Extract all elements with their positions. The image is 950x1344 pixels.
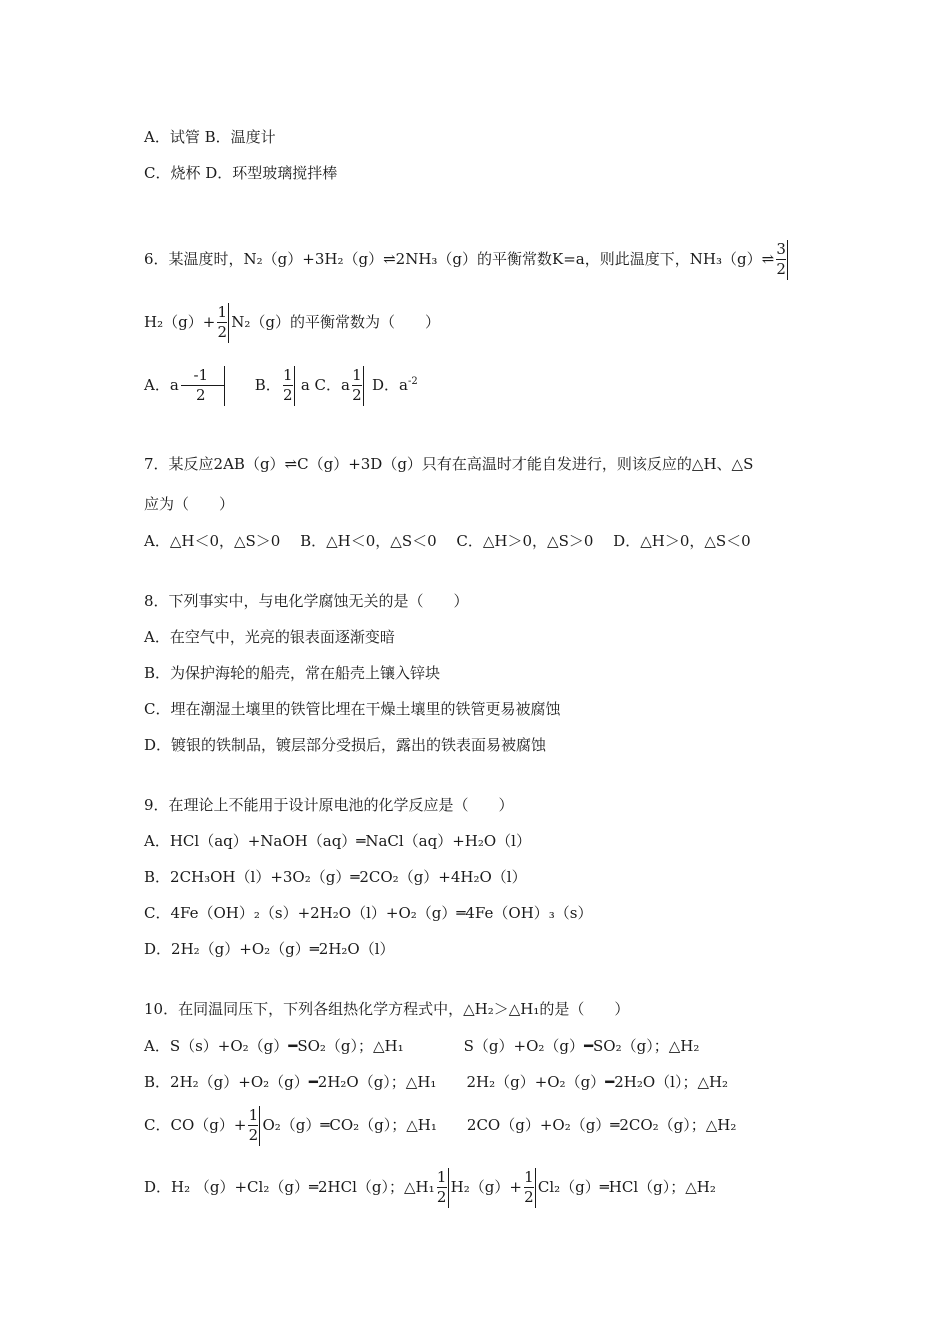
fraction-one-half [524, 1168, 536, 1208]
q10-option-d-right-tail: Cl₂（g）═HCl（g）；△H₂ [537, 1178, 716, 1196]
q8-option-b: B．为保护海轮的船壳，常在船壳上镶入锌块 [144, 664, 441, 682]
q10-option-c-right: 2CO（g）+O₂（g）═2CO₂（g）；△H₂ [466, 1116, 737, 1134]
q8-option-d: D．镀银的铁制品，镀层部分受损后，露出的铁表面易被腐蚀 [144, 736, 547, 754]
q6-option-a: A．a [144, 376, 179, 394]
q6-option-b: B． [254, 376, 281, 394]
q8-option-c: C．埋在潮湿土壤里的铁管比埋在干燥土壤里的铁管更易被腐蚀 [144, 700, 561, 718]
q8-stem: 8．下列事实中，与电化学腐蚀无关的是（ ） [144, 592, 469, 610]
fraction-numerator: 1 [352, 366, 362, 384]
q9-option-d: D．2H₂（g）+O₂（g）═2H₂O（l） [144, 940, 395, 958]
q10-option-d-right: H₂（g）+ [450, 1178, 522, 1196]
fraction-denominator: 2 [352, 386, 362, 404]
q5-options-ab: A．试管 B．温度计 [144, 128, 276, 146]
fraction-denominator: 2 [776, 260, 786, 278]
q6-stem-line1 [144, 240, 790, 280]
fraction-numerator: 1 [217, 303, 228, 321]
fraction-neg-one-half [181, 366, 225, 406]
fraction-numerator: 1 [524, 1168, 534, 1186]
q10-option-d [144, 1168, 716, 1208]
fraction-one-half [352, 366, 364, 406]
q10-option-d-left: D．H₂ （g）+Cl₂（g）═2HCl（g）；△H₁ [144, 1178, 435, 1196]
q6-option-b-tail: a C．a [300, 376, 350, 394]
q10-option-a-right: S（g）+O₂（g）━SO₂（g）；△H₂ [463, 1037, 700, 1055]
q9-option-c: C．4Fe（OH）₂（s）+2H₂O（l）+O₂（g）═4Fe（OH）₃（s） [144, 904, 593, 922]
q10-option-b [144, 1072, 728, 1092]
q10-stem: 10．在同温同压下，下列各组热化学方程式中，△H₂＞△H₁的是（ ） [144, 1000, 630, 1018]
q8-option-a: A．在空气中，光亮的银表面逐渐变暗 [144, 628, 395, 646]
fraction-numerator: 3 [776, 240, 786, 258]
q6-option-d: D．a [371, 376, 408, 394]
q6-stem-part: H₂（g）+ [144, 313, 216, 331]
q5-options-cd: C．烧杯 D．环型玻璃搅拌棒 [144, 164, 338, 182]
q6-options [144, 366, 418, 406]
fraction-denominator: 2 [217, 323, 228, 341]
q6-stem-part: N₂（g）的平衡常数为（ ） [231, 313, 441, 331]
q9-stem: 9．在理论上不能用于设计原电池的化学反应是（ ） [144, 796, 514, 814]
fraction-denominator: 2 [283, 386, 293, 404]
q9-option-b: B．2CH₃OH（l）+3O₂（g）═2CO₂（g）+4H₂O（l） [144, 868, 527, 886]
q6-stem-line2 [144, 303, 440, 343]
fraction-denominator: 2 [196, 386, 206, 404]
q10-option-c-left: C．CO（g）+ [144, 1116, 247, 1134]
fraction-numerator: 1 [283, 366, 293, 384]
q10-option-a-left: A．S（s）+O₂（g）━SO₂（g）；△H₁ [144, 1037, 404, 1055]
q7-stem-line1: 7．某反应2AB（g）⇌C（g）+3D（g）只有在高温时才能自发进行，则该反应的△H、△S [144, 455, 754, 473]
q6-option-d-exponent: -2 [407, 376, 418, 387]
q10-option-a [144, 1036, 699, 1056]
q7-options: A．△H＜0，△S＞0 B．△H＜0，△S＜0 C．△H＞0，△S＞0 D．△H＞0，△S＜0 [144, 532, 751, 550]
q6-stem-text: 6．某温度时，N₂（g）+3H₂（g）⇌2NH₃（g）的平衡常数K=a，则此温度下，NH₃（g）⇌ [144, 250, 775, 268]
fraction-denominator: 2 [248, 1126, 259, 1144]
fraction-three-halves [776, 240, 788, 280]
fraction-one-half [437, 1168, 449, 1208]
q10-option-b-left: B．2H₂（g）+O₂（g）━2H₂O（g）；△H₁ [144, 1073, 437, 1091]
fraction-numerator: 1 [248, 1106, 259, 1124]
fraction-denominator: 2 [436, 1188, 447, 1206]
fraction-one-half [283, 366, 295, 406]
q10-option-c [144, 1106, 736, 1146]
fraction-numerator: 1 [436, 1168, 447, 1186]
fraction-denominator: 2 [524, 1188, 534, 1206]
fraction-one-half [217, 303, 229, 343]
fraction-one-half [248, 1106, 260, 1146]
q7-stem-line2: 应为（ ） [144, 495, 235, 513]
q9-option-a: A．HCl（aq）+NaOH（aq）═NaCl（aq）+H₂O（l） [144, 832, 531, 850]
q10-option-c-left-tail: O₂（g）═CO₂（g）；△H₁ [262, 1116, 437, 1134]
fraction-numerator: -1 [193, 366, 209, 384]
q10-option-b-right: 2H₂（g）+O₂（g）━2H₂O（l）；△H₂ [466, 1073, 729, 1091]
